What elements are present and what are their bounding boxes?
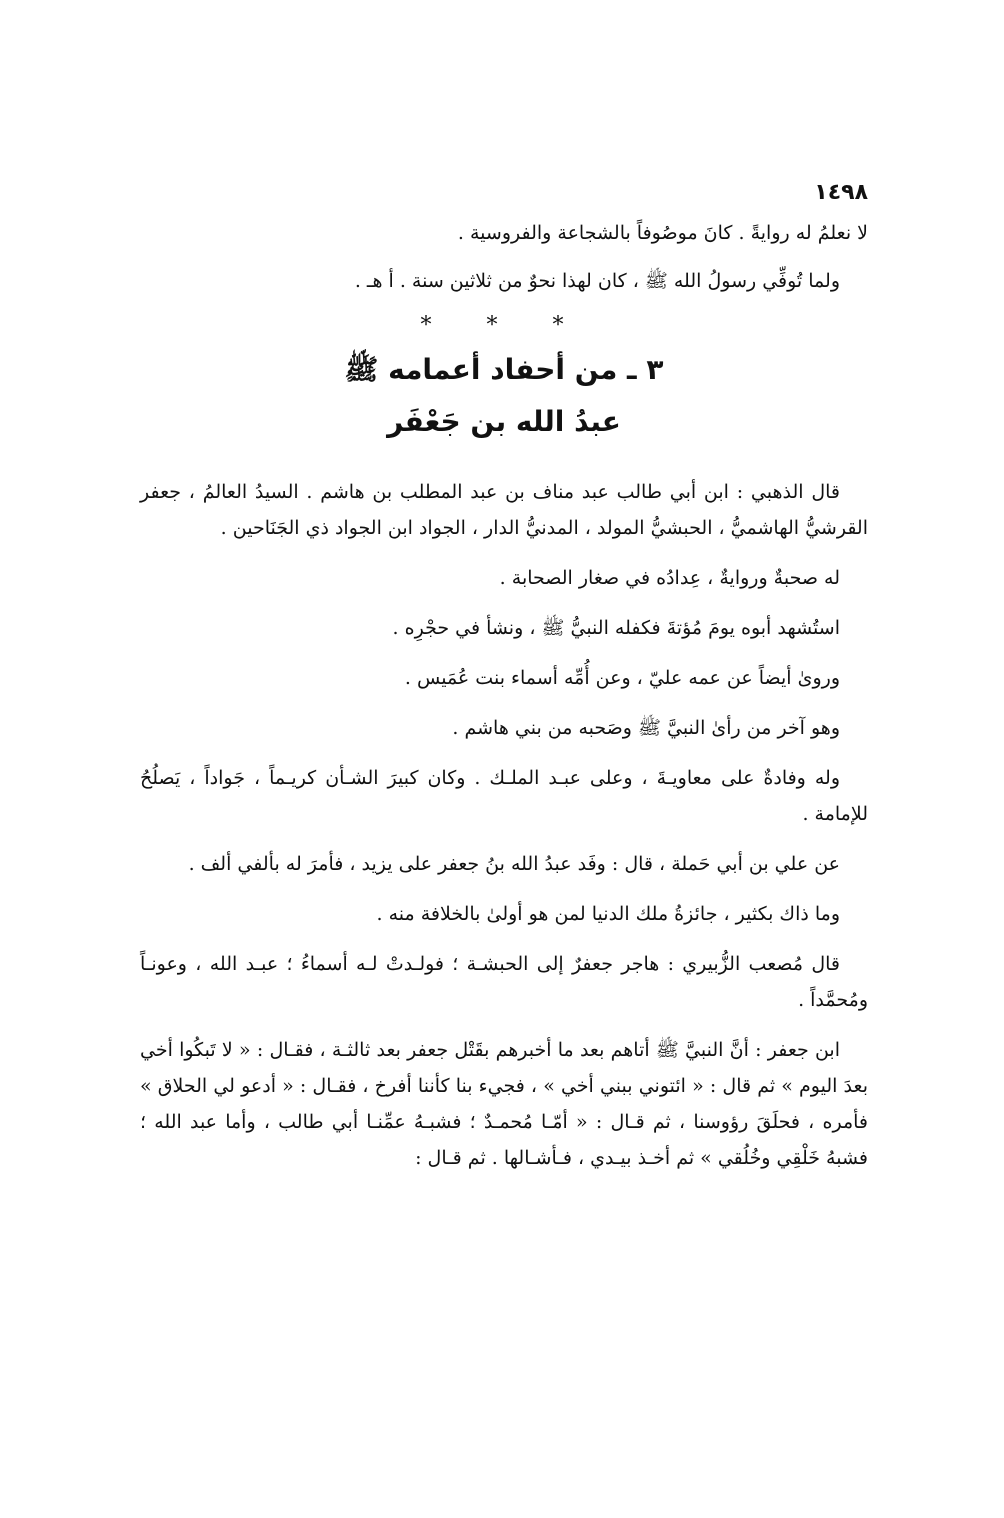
page-number: ١٤٩٨ xyxy=(814,180,868,205)
paragraph: عن علي بن أبي حَملة ، قال : وفَد عبدُ الله بنُ جعفر على يزيد ، فأمرَ له بألفي ألف . xyxy=(188,853,840,875)
book-page xyxy=(140,180,868,1176)
paragraph: ابن جعفر : أنَّ النبيَّ ﷺ أتاهم بعد ما أخبرهم بقَتْل جعفر بعد ثالثـة ، فقـال : « لا تَبكُوا أخي بعدَ اليوم » ثم قال : « ائتوني ببني أخي » ، فجيء بنا كأننا أفرخ ، فقـال : « أدعو لي الحلاق » فأمره ، فحلَقَ رؤوسنا ، ثم قـال : « أمّـا مُحمـدٌ ؛ فشبـهُ عمِّنـا أبي طالب ، وأما عبد الله ؛ فشبهُ خَلْقِي وخُلُقي » ثم أخـذ بيـدي ، فـأشـالها . ثم قـال : xyxy=(140,1039,868,1169)
section-title: ٣ ـ من أحفاد أعمامه ﷺ xyxy=(344,353,664,386)
paragraph: وله وفادةٌ على معاويـةَ ، وعلى عبـد الملـك . وكان كبيرَ الشـأن كريـماً ، جَواداً ، يَصلُحُ للإمامة . xyxy=(140,767,868,825)
paragraph: وهو آخر من رأىٰ النبيَّ ﷺ وصَحبه من بني هاشم . xyxy=(452,717,840,739)
text-line: لا نعلمُ له روايةً . كانَ موصُوفاً بالشجاعة والفروسية . xyxy=(457,222,868,244)
text-line: ولما تُوفِّي رسولُ الله ﷺ ، كان لهذا نحوٌ من ثلاثين سنة . أ هـ . xyxy=(354,270,840,292)
paragraph: له صحبةٌ وروايةٌ ، عِدادُه في صغار الصحابة . xyxy=(499,567,840,589)
paragraph: وروىٰ أيضاً عن عمه عليّ ، وعن أُمِّه أسماء بنت عُمَيس . xyxy=(404,667,840,689)
paragraph: قال الذهبي : ابن أبي طالب عبد مناف بن عبد المطلب بن هاشم . السيدُ العالمُ ، جعفر القرشيُّ الهاشميُّ ، الحبشيُّ المولد ، المدنيُّ الدار ، الجواد ابن الجواد ذي الجَنَاحين . xyxy=(140,481,868,539)
section-subtitle: عبدُ الله بن جَعْفَر xyxy=(387,405,621,438)
paragraph: قال مُصعب الزُّبيري : هاجر جعفرٌ إلى الحبشـة ؛ فولـدتْ لـه أسماءُ ؛ عبـد الله ، وعونـاً ومُحمَّداً . xyxy=(140,953,868,1011)
paragraph: استُشهد أبوه يومَ مُؤتةَ فكفله النبيُّ ﷺ ، ونشأ في حجْرِه . xyxy=(392,617,840,639)
paragraph: وما ذاك بكثير ، جائزةُ ملك الدنيا لمن هو أولىٰ بالخلافة منه . xyxy=(376,903,840,925)
section-separator: * * * xyxy=(420,313,588,338)
